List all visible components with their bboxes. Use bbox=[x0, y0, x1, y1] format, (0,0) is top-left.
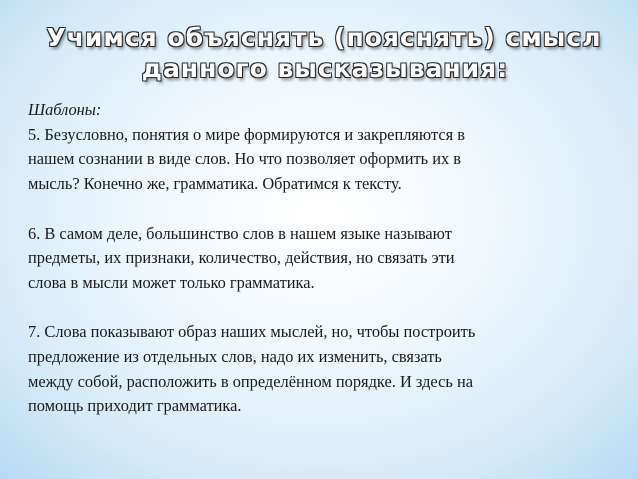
slide-body bbox=[28, 98, 628, 444]
templates-heading: Шаблоны: bbox=[28, 100, 102, 119]
paragraph-line: 6. В самом деле, большинство слов в нашем языке называют bbox=[28, 223, 452, 243]
paragraph-line: предложение из отдельных слов, надо их изменить, связать bbox=[28, 347, 442, 366]
paragraph-line: 5. Безусловно, понятия о мире формируются и закрепляются в bbox=[28, 124, 465, 144]
paragraph-line: между собой, расположить в определённом порядке. И здесь на bbox=[28, 371, 473, 391]
paragraph-line: помощь приходит грамматика. bbox=[28, 396, 242, 416]
slide-title bbox=[0, 22, 638, 84]
paragraph-line: предметы, их признаки, количество, действия, но связать эти bbox=[28, 248, 455, 268]
paragraph-line: мысль? Конечно же, грамматика. Обратимся к тексту. bbox=[28, 174, 402, 194]
paragraph-line: слова в мысли может только грамматика. bbox=[28, 272, 315, 292]
paragraph-6 bbox=[28, 222, 628, 296]
paragraph-line: 7. Слова показывают образ наших мыслей, но, чтобы построить bbox=[28, 322, 476, 342]
paragraph-7 bbox=[28, 320, 628, 419]
title-line-2: данного высказывания: bbox=[141, 54, 509, 83]
paragraph-5 bbox=[28, 123, 628, 197]
paragraph-line: нашем сознании в виде слов. Но что позволяет оформить их в bbox=[28, 149, 462, 169]
title-line-1: Учимся объяснять (пояснять) смысл bbox=[46, 23, 602, 52]
